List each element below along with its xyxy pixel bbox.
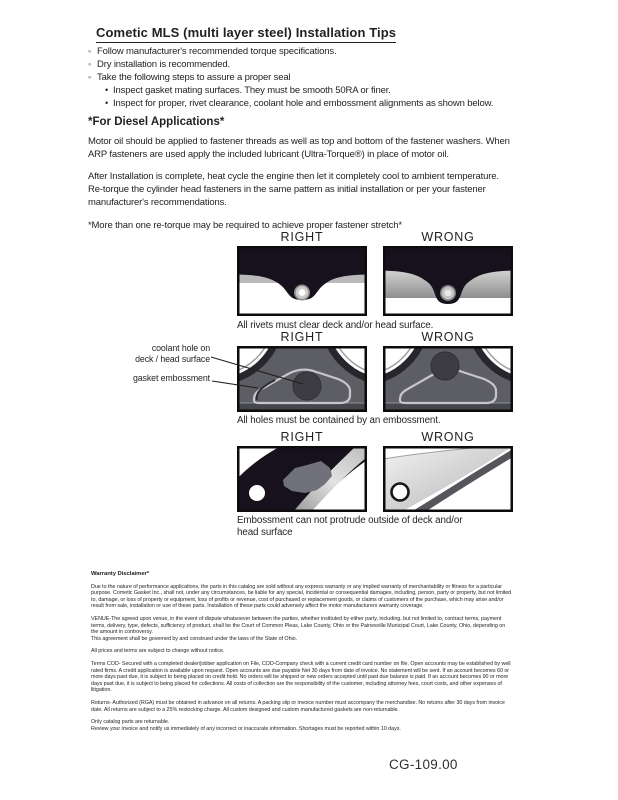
warranty-heading: Warranty Disclaimer* [91,571,150,577]
page-title: Cometic MLS (multi layer steel) Installation Tips [96,25,396,43]
warranty-paragraph: Terms COD- Secured with a completed dealer/jobber application on File, COD-Company check with a current credit card number on file. Open accounts may be established by well rated firms. A credit application is available upon request. Open accounts are due payable Net 30 days from date of invoice. No statement will be sent. If an account becomes 60 or more days past due, it is subject to being placed on credit hold. No orders will be shipped or new orders accepted until past due balance is paid. If an account becomes 90 or more days past due, it is subject to being placed for collections. All costs of collection are the responsibility of the customer, including attorney fees, court costs, and other expenses of litigation. [91,660,511,694]
callout-gasket-embossment: gasket embossment [132,373,210,383]
list-item [88,84,520,97]
open-bullet-icon: ◦ [88,59,92,70]
diagram2-wrong-label: WRONG [421,330,475,344]
diesel-section [88,116,512,241]
coolant-hole [431,352,459,380]
diesel-paragraph: After Installation is complete, heat cycle the engine then let it completely cool to ambient temperature. Re-torque the cylinder head fasteners in the same pattern as initial installation or per your fastener manufacturer's recommendations. [88,171,499,209]
callout-coolant-hole-line2: deck / head surface [135,353,210,364]
diesel-heading: *For Diesel Applications* [88,116,225,128]
warranty-paragraph: All prices and terms are subject to change without notice. [91,648,225,655]
bolt-hole [392,484,409,501]
list-item [88,58,520,71]
diagram3-wrong-label: WRONG [421,430,475,444]
tips-list [88,45,520,110]
tip-text: Inspect gasket mating surfaces. They must be smooth 50RA or finer. [113,85,391,97]
warranty-paragraph: Returns- Authorized (RGA) must be obtained in advance on all returns. A packing slip or invoice number must accompany the merchandise. No returns after 30 days from invoice date. All returns are subject to a 25% restocking charge. All custom designed and custom manufactured gaskets are non-returnable. [91,699,505,713]
list-item [88,45,520,58]
diagram3-wrong-panel [383,446,513,512]
tip-text: Take the following steps to assure a proper seal [97,72,291,84]
diagram3-right-panel [237,446,367,512]
diagram2-caption: All holes must be contained by an embossment. [237,415,441,426]
diagram3-caption: Embossment can not protrude outside of deck and/or head surface [237,515,463,538]
filled-bullet-icon: • [105,85,109,96]
open-bullet-icon: ◦ [88,46,92,56]
callout-coolant-hole-line1: coolant hole on [151,343,210,353]
open-bullet-icon: ◦ [88,72,92,83]
diagram1-wrong-panel [383,246,513,316]
diagram1-wrong-label: WRONG [421,230,475,244]
callout-leader-lines [208,349,308,395]
filled-bullet-icon: • [105,98,109,109]
warranty-paragraph: This agreement shall be governed by and construed under the laws of the State of Ohio. [91,635,298,642]
diagram1-right-label: RIGHT [280,230,324,244]
diesel-note: *More than one re-torque may be required to achieve proper fastener stretch* [88,219,402,231]
diesel-paragraph: Motor oil should be applied to fastener threads as well as top and bottom of the fastener washers. When ARP fasteners are used apply the included lubricant (Ultra-Torque®) in place of motor oil. [88,136,510,161]
diagram2-wrong-panel [383,346,513,412]
tip-text: Dry installation is recommended. [97,59,231,71]
warranty-paragraph: VENUE-The agreed upon venue, in the event of dispute whatsoever between the parties, whether instituted by either party, including, but not limited to, contract terms, payment terms, delivery, type, defects, sufficiency of product, shall be the Court of Common Pleas, Lake County, Ohio or the Painesville Municipal Court, Lake County, Ohio, depending on the amount in controversy. [91,615,506,636]
diagram2-right-label: RIGHT [280,330,324,344]
page-number: CG-109.00 [389,757,458,772]
warranty-paragraph: Only catalog parts are returnable. [91,719,170,726]
tip-text: Inspect for proper, rivet clearance, coolant hole and embossment alignments as shown below. [113,98,494,110]
diagram1-caption: All rivets must clear deck and/or head surface. [237,320,434,331]
diagram2-callouts [104,343,210,384]
list-item [88,71,520,84]
warranty-paragraph: Due to the nature of performance applications, the parts in this catalog are sold without any express warranty or any implied warranty of merchantability or fitness for a particular purpose. Cometic Gasket Inc., shall not, under any circumstances, be liable for any special, incidental or consequential damages, including, person, party or property, but not limited to, damage, or loss of property or equipment, loss of profits or revenue, cost of purchased or replacement goods, or claims of customers of the purchase, which may arise and/or result from sale, installation or use of these parts. Installation of these parts could adversely affect the motor manufacturers warranty coverage. [91,583,512,610]
bolt-hole [249,485,265,501]
tip-text: Follow manufacturer's recommended torque specifications. [97,46,337,57]
warranty-section [91,571,512,732]
diagram1-right-panel [237,246,367,316]
warranty-paragraph: Review your invoice and notify us immediately of any incorrect or inaccurate information. Shortages must be reported within 10 days. [91,725,401,732]
list-item [88,97,520,110]
diagram3-right-label: RIGHT [280,430,324,444]
